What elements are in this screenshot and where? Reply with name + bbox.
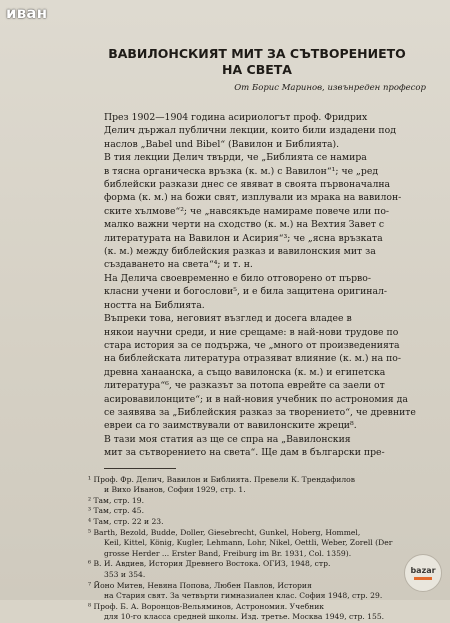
footnote-divider <box>104 468 176 469</box>
text-line: на библейската литература отразяват влияние (к. м.) на по- <box>104 353 402 365</box>
article <box>88 38 426 623</box>
footnote-line: ⁶ В. И. Авдиев, История Древнего Востока. ОГИЗ, 1948, стр. <box>88 559 331 569</box>
bazar-logo <box>404 554 442 592</box>
text-line: В тази моя статия аз ще се спра на „Вавилонския <box>104 433 351 445</box>
text-line: ността на Библията. <box>104 299 205 311</box>
title-line-1: ВАВИЛОНСКИЯТ МИТ ЗА СЪТВОРЕНИЕТО <box>108 46 406 61</box>
paragraph-3 <box>88 272 426 312</box>
footnote-line: ² Там, стр. 19. <box>88 495 145 505</box>
paragraph-5 <box>88 433 426 460</box>
text-line: В тия лекции Делич твърди, че „Библията се намира <box>104 152 367 164</box>
text-line: мит за сътворението на света“. Ще дам в български пре- <box>104 447 385 459</box>
text-line: литература“⁶, че разказът за потопа еврейте са заели от <box>104 380 385 392</box>
text-line: асировавилонците“; и в най-новия учебник по астрономия да <box>104 393 408 405</box>
text-line: създаването на света“⁴; и т. н. <box>104 259 253 271</box>
text-line: библейски разкази днес се явяват в своята първоначална <box>104 179 391 191</box>
article-body <box>88 111 426 460</box>
footnote-line: grosse Herder ... Erster Band, Freiburg im Br. 1931, Col. 1359). <box>104 548 352 558</box>
text-line: се заявява за „Библейския разказ за творението“, че древните <box>104 406 416 418</box>
footnote-line: и Вихо Иванов, София 1929, стр. 1. <box>104 485 246 495</box>
text-line: класни учени и богослови⁵, и е била защитена оригинал- <box>104 286 388 298</box>
text-line: евреи са го заимствували от вавилонските жреци⁸. <box>104 420 357 432</box>
text-line: древна ханаанска, а също вавилонска (к. м.) и египетска <box>104 366 386 378</box>
text-line: форма (к. м.) на божи свят, изплували из мрака на вавилон- <box>104 192 402 204</box>
text-line: Въпреки това, неговият възглед и досега владее в <box>104 313 352 325</box>
paragraph-1 <box>88 111 426 151</box>
text-line: стара история за се подържа, че „много от произведенията <box>104 339 400 351</box>
title-line-2: НА СВЕТА <box>222 62 292 77</box>
footnote-line: ⁷ Йоно Митев, Невяна Попова, Любен Павлов, История <box>88 580 312 590</box>
text-line: литературата на Вавилон и Асирия“³; че „ясна връзката <box>104 232 383 244</box>
text-line: наслов „Babel und Bibel“ (Вавилон и Библията). <box>104 138 340 150</box>
footnote-line: ³ Там, стр. 45. <box>88 506 145 516</box>
paragraph-4 <box>88 312 426 433</box>
footnote-line: ¹ Проф. Фр. Делич, Вавилон и Библията. Превели К. Трендафилов <box>88 474 356 484</box>
footnote-line: ⁵ Barth, Bezold, Budde, Doller, Giesebrecht, Gunkel, Hoberg, Hommel, <box>88 527 361 537</box>
article-title <box>88 46 426 78</box>
author-byline: От Борис Маринов, извънреден професор <box>234 83 426 93</box>
footnote-line: на Стария свят. За четвърти гимназиален клас. София 1948, стр. 29. <box>104 591 383 601</box>
text-line: в тясна органическа връзка (к. м.) с Вавилон“¹; че „ред <box>104 165 379 177</box>
footnote-line: ⁸ Проф. Б. А. Воронцов-Вельяминов, Астрономия. Учебник <box>88 601 325 611</box>
text-line: Делич държал публични лекции, които били издадени под <box>104 125 396 137</box>
paragraph-2 <box>88 151 426 272</box>
text-line: малко важни черти на сходство (к. м.) на Вехтия Завет с <box>104 219 385 231</box>
footnote-line: ⁴ Там, стр. 22 и 23. <box>88 516 164 526</box>
text-line: През 1902—1904 година асириологът проф. Фридрих <box>104 112 368 123</box>
footnote-line: для 10-го класса средней школы. Изд. третье. Москва 1949, стр. 155. <box>104 612 385 622</box>
text-line: На Делича своевременно е било отговорено от първо- <box>104 272 371 284</box>
footnote-line: Keil, Kittel, König, Kugler, Lehmann, Lohr, Nikel, Oettli, Weber, Zorell (Der <box>104 538 393 548</box>
footnotes <box>88 475 426 623</box>
logo-accent <box>414 577 432 580</box>
text-line: някои научни среди, и ние срещаме: в най-нови трудове по <box>104 326 399 338</box>
text-line: (к. м.) между библейския разказ и вавилонския мит за <box>104 246 376 258</box>
logo-text: bazar <box>410 566 436 575</box>
text-line: ските хълмове“²; че „навсякъде намираме повече или по- <box>104 205 390 217</box>
footnote-line: 353 и 354. <box>104 569 146 579</box>
watermark-username: иван <box>6 4 48 22</box>
